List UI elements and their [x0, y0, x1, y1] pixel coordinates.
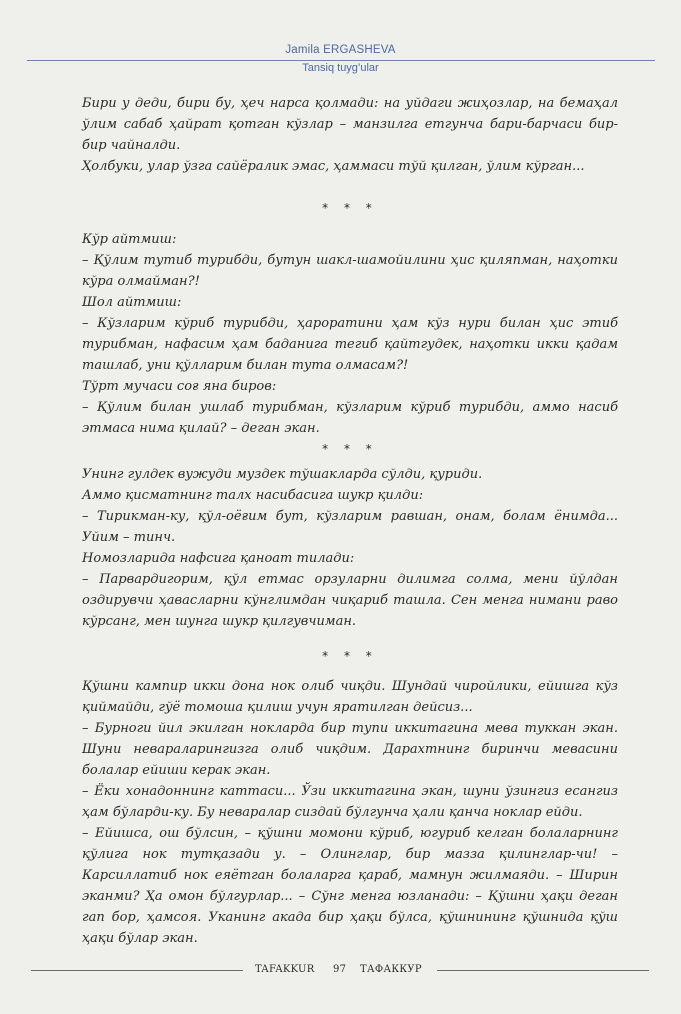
paragraph: – Қўлим тутиб турибди, бутун шакл-шамойилини ҳис қиляпман, наҳотки кўра олмайман?! [82, 253, 618, 289]
section-separator: * * * [322, 201, 378, 215]
section-separator: * * * [322, 442, 378, 456]
author-name: Jamila ERGASHEVA [285, 44, 396, 56]
page-footer [0, 963, 681, 977]
paragraph: Аммо қисматнинг талх насибасига шукр қилди: [82, 488, 424, 503]
paragraph: Қўшни кампир икки дона нок олиб чиқди. Шундай чиройлики, ейишга кўз қиймайди, гўё томоша қилиш учун яратилган дейсиз... [82, 679, 618, 715]
paragraph: – Парвардигорим, қўл етмас орзуларни дилимга солма, мени йўлдан оздирувчи ҳаваcларни кўнглимдан чиқариб ташла. Сен менга нимани раво кўрсанг, мен шунга шукр қилгувчиман. [82, 572, 618, 629]
paragraph: – Қўлим билан ушлаб турибман, кўзларим кўриб турибди, аммо насиб этмаса нима қилай? – деган экан. [82, 400, 618, 436]
paragraph: – Бурноги йил экилган нокларда бир тупи иккитагина мева туккан экан. Шуни невараларингизга олиб чиқдим. Дарахтнинг биринчи мевасини болалар ейиши керак экан. [82, 721, 618, 778]
section-separator: * * * [322, 649, 378, 663]
paragraph: Кўр айтмиш: [82, 232, 177, 247]
paragraph: Унинг гулдек вужуди муздек тўшакларда сўлди, қуриди. [82, 467, 483, 482]
footer-label-cyrillic: ТАФАККУР [360, 964, 422, 975]
paragraph: – Тирикман-ку, қўл-оёғим бут, кўзларим равшан, онам, болам ёнимда... Уйим – тинч. [82, 509, 618, 545]
paragraph: Номозларида нафсига қаноат тилади: [82, 551, 355, 566]
article-body [82, 93, 618, 949]
paragraph: Ҳолбуки, улар ўзга сайёралик эмас, ҳаммаси тўй қилган, ўлим кўрган... [82, 159, 585, 174]
paragraph: – Кўзларим кўриб турибди, ҳароратини ҳам кўз нури билан ҳис этиб турибман, нафасим ҳам баданига тегиб қайтгудек, наҳотки икки қадам ташлаб, уни қўлларим билан тута олмасам?! [82, 316, 618, 373]
page-number: 97 [333, 964, 347, 975]
footer-label-latin: TAFAKKUR [255, 964, 315, 975]
footer-rule-right [437, 970, 649, 971]
paragraph: Тўрт мучаси соғ яна биров: [82, 379, 277, 394]
paragraph: – Ейишса, ош бўлсин, – қўшни момони кўриб, югуриб келган болаларнинг қўлига нок тутқазади у. – Олинглар, бир мазза қилинглар-чи! – Карсиллатиб нок еяётган болаларга қараб, мамнун жилмаяди. – Ширин эканми? Ҳа омон бўлгурлар... – Сўнг менга юзланади: – Қўшни ҳақи деган гап бор, ҳамсоя. Уканинг акада бир ҳақи бўлса, қўшнининг қўшнида қўш ҳақи бўлар экан. [82, 826, 618, 946]
paragraph: – Ёки хонадоннинг каттаси... Ўзи иккитагина экан, шуни ўзингиз есангиз ҳам бўларди-ку. Бу неваралар сиздай бўлгунча ҳали қанча ноклар ейди. [82, 784, 618, 820]
section-subtitle: Tansiq tuyg’ular [302, 62, 379, 74]
running-header [0, 44, 681, 57]
header-rule [27, 60, 655, 61]
footer-rule-left [31, 970, 243, 971]
paragraph: Бири у деди, бири бу, ҳеч нарса қолмади: на уйдаги жиҳозлар, на бемаҳал ўлим сабаб ҳайрат қотган кўзлар – манзилга етгунча бари-барчаси бир-бир чайналди. [82, 96, 618, 153]
paragraph: Шол айтмиш: [82, 295, 182, 310]
